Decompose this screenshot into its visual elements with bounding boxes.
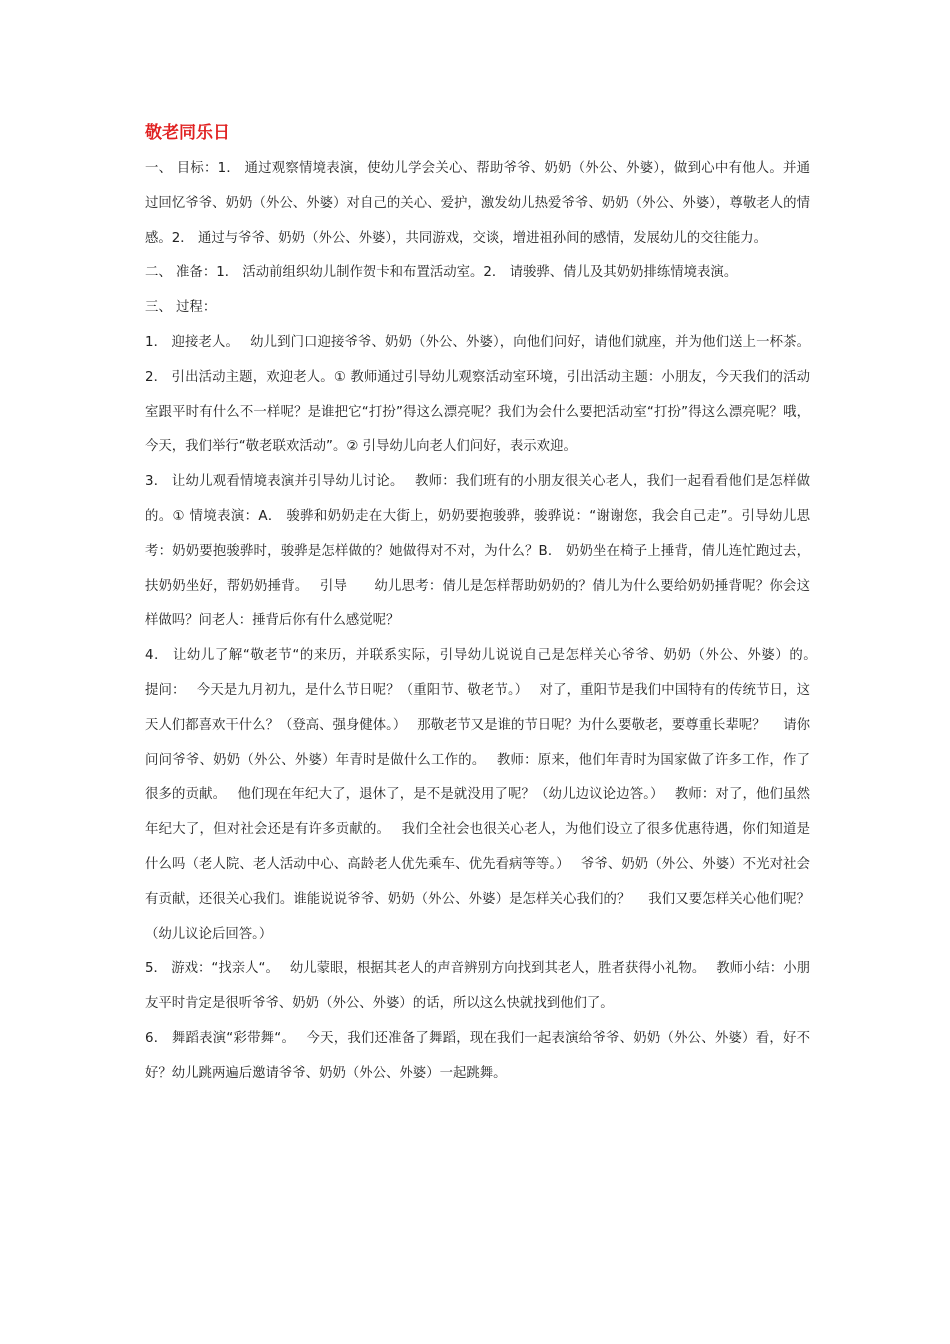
- paragraph-step-6: 6． 舞蹈表演“彩带舞“。 今天，我们还准备了舞蹈，现在我们一起表演给爷爷、奶奶（外公、外婆）看，好不好？幼儿跳两遍后邀请爷爷、奶奶（外公、外婆）一起跳舞。: [145, 1030, 810, 1081]
- paragraph-preparation: 二、 准备：1． 活动前组织幼儿制作贺卡和布置活动室。2． 请骏骅、倩儿及其奶奶排练情境表演。: [145, 265, 738, 281]
- paragraph-goals: 一、 目标：1． 通过观察情境表演，使幼儿学会关心、帮助爷爷、奶奶（外公、外婆），做到心中有他人。并通过回忆爷爷、奶奶（外公、外婆）对自己的关心、爱护，激发幼儿热爱爷爷、奶奶（外公、外婆），尊敬老人的情感。2． 通过与爷爷、奶奶（外公、外婆），共同游戏，交谈，增进祖孙间的感情，发展幼儿的交往能力。: [145, 161, 810, 246]
- paragraph-process-heading: 三、 过程：: [145, 300, 217, 316]
- paragraph-step-4: 4． 让幼儿了解“敬老节“的来历，并联系实际，引导幼儿说说自己是怎样关心爷爷、奶奶（外公、外婆）的。 提问： 今天是九月初九，是什么节日呢？（重阳节、敬老节。） 对了，重阳节是我们中国特有的传统节日，这天人们都喜欢干什么？（登高、强身健体。） 那敬老节又是谁的节日呢？为什么要敬老，要尊重长辈呢？ 请你问问爷爷、奶奶（外公、外婆）年青时是做什么工作的。 教师：原来，他们年青时为国家做了许多工作，作了很多的贡献。 他们现在年纪大了，退休了，是不是就没用了呢？（幼儿边议论边答。） 教师：对了，他们虽然年纪大了，但对社会还是有许多贡献的。 我们全社会也很关心老人，为他们设立了很多优惠待遇，你们知道是什么吗（老人院、老人活动中心、高龄老人优先乘车、优先看病等等。） 爷爷、奶奶（外公、外婆）不光对社会有贡献，还很关心我们。谁能说说爷爷、奶奶（外公、外婆）是怎样关心我们的？ 我们又要怎样关心他们呢？（幼儿议论后回答。）: [145, 648, 828, 942]
- paragraph-step-5: 5． 游戏：“找亲人“。 幼儿蒙眼，根据其老人的声音辨别方向找到其老人，胜者获得小礼物。 教师小结：小朋友平时肯定是很听爷爷、奶奶（外公、外婆）的话，所以这么快就找到他们了。: [145, 961, 810, 1012]
- paragraph-step-1: 1． 迎接老人。 幼儿到门口迎接爷爷、奶奶（外公、外婆），向他们问好，请他们就座，并为他们送上一杯茶。2． 引出活动主题，欢迎老人。① 教师通过引导幼儿观察活动室环境，引出活动主题：小朋友，今天我们的活动室跟平时有什么不一样呢？是谁把它“打扮”得这么漂亮呢？我们为会什么要把活动室“打扮”得这么漂亮呢？哦，今天，我们举行“敬老联欢活动”。② 引导幼儿向老人们问好，表示欢迎。: [145, 334, 810, 455]
- document-page: [145, 120, 828, 1092]
- document-title: 敬老同乐日: [145, 123, 230, 143]
- paragraph-step-3: 3． 让幼儿观看情境表演并引导幼儿讨论。 教师：我们班有的小朋友很关心老人，我们一起看看他们是怎样做的。① 情境表演：A． 骏骅和奶奶走在大街上，奶奶要抱骏骅，骏骅说：“谢谢您，我会自己走”。引导幼儿思考：奶奶要抱骏骅时，骏骅是怎样做的？她做得对不对，为什么？B． 奶奶坐在椅子上捶背，倩儿连忙跑过去，扶奶奶坐好，帮奶奶捶背。 引导 幼儿思考：倩儿是怎样帮助奶奶的？倩儿为什么要给奶奶捶背呢？你会这样做吗？问老人：捶背后你有什么感觉呢？: [145, 474, 810, 629]
